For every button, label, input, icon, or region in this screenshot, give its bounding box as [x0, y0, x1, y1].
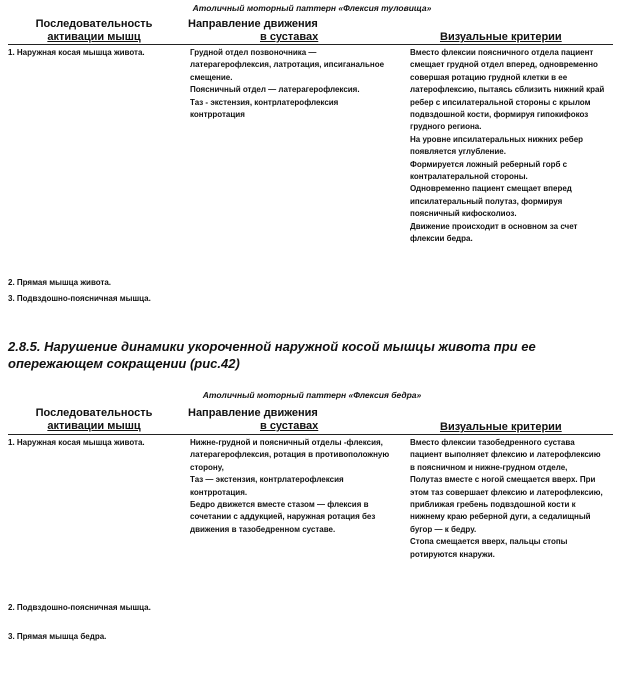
table2-criterion-2: Полутаз вместе с ногой смещается вверх. При этом таз совершает флексию и латерофлексию, приближая гребень подвздошной кости к нижнему краю реберной дуги, а седалищный бугор — к бедру.	[410, 475, 603, 534]
table1-header-rule	[8, 44, 613, 45]
table1-criterion-5: Движение происходит в основном за счет флексии бедра.	[410, 221, 578, 244]
table1-direction-2: Поясничный отдел — латерагерофлексия.	[190, 85, 360, 95]
table1-header-col2-line1: Направление движения	[188, 18, 318, 30]
table2-muscle-2: 2. Подвздошно-поясничная мышца.	[8, 603, 151, 612]
table2-caption: Атоличный моторный паттерн «Флексия бедра»	[202, 390, 422, 400]
table1-caption: Атоличный моторный паттерн «Флексия туловища»	[192, 3, 432, 13]
table1-criterion-3: Формируется ложный реберный горб с контралатеральной стороны.	[410, 159, 568, 182]
table1-header-col3: Визуальные критерии	[440, 31, 562, 43]
table2-header-col2-line2: в суставах	[260, 420, 319, 432]
table1-criterion-1: Вместо флексии поясничного отдела пациент смещает грудной отдел вперед, одновременно совершая ротацию грудной клетки в ее латерофлексию, пытаясь сблизить нижний край ребер с ипсилатеральной стороны с крылом подвздошной кости, формируя гипокифокоз грудного региона.	[410, 48, 605, 132]
table2-criterion-1: Вместо флексии тазобедренного сустава пациент выполняет флексию и латерофлексию в поясничном и нижне-грудном отделе,	[410, 438, 601, 472]
table1-header-col2-line2: в суставах	[260, 31, 319, 43]
table2-muscle-1: 1. Наружная косая мышца живота.	[8, 438, 145, 447]
table2-directions	[190, 437, 395, 536]
table2-header-col3: Визуальные критерии	[440, 421, 562, 433]
table2-header-col1-line1: Последовательность	[35, 407, 153, 419]
table2-header-col1-line2: активации мышц	[47, 420, 141, 432]
table2-header-col1	[24, 407, 164, 433]
table1-directions	[190, 47, 395, 121]
table1-muscle-3: 3. Подвздошно-поясничная мышца.	[8, 294, 151, 303]
table2-header-col2	[188, 407, 388, 433]
table1-criterion-2: На уровне ипсилатеральных нижних ребер появляется углубление.	[410, 134, 584, 157]
table1-header-col2	[188, 18, 388, 44]
table2-direction-1: Нижне-грудной и поясничный отделы -флексия, латерагерофлексия, ротация в противоположную сторону,	[190, 438, 390, 472]
table2-header-rule	[8, 434, 613, 435]
table1-header-col1-line2: активации мышц	[47, 31, 141, 43]
table1-direction-1: Грудной отдел позвоночника — латерагерофлексия, латротация, ипсиганальное смещение.	[190, 48, 385, 82]
table2-muscle-3: 3. Прямая мышца бедра.	[8, 632, 107, 641]
table2-criterion-3: Стопа смещается вверх, пальцы стопы ротируются кнаружи.	[410, 537, 568, 559]
table1-header-col1	[24, 18, 164, 44]
table2-header-col2-line1: Направление движения	[188, 407, 318, 419]
table2-direction-2: Таз — экстензия, контрлатерофлексия контрротация.	[190, 475, 344, 497]
table1-criterion-4: Одновременно пациент смещает вперед ипсилатеральный полутаз, формируя поясничный кифосколиоз.	[410, 184, 572, 219]
table2-criteria	[410, 437, 606, 561]
table1-muscle-1: 1. Наружная косая мышца живота.	[8, 48, 145, 57]
table2-direction-3: Бедро движется вместе стазом — флексия в сочетании с аддукцией, наружная ротация без движения в тазобедренном суставе.	[190, 500, 376, 534]
section-title: 2.8.5. Нарушение динамики укороченной наружной косой мышцы живота при ее опережающем сокращении (рис.42)	[8, 339, 536, 371]
table1-muscle-2: 2. Прямая мышца живота.	[8, 278, 112, 287]
table1-header-col1-line1: Последовательность	[35, 18, 153, 30]
table1-direction-3: Таз - экстензия, контрлатерофлексия контрротация	[190, 97, 339, 120]
table1-criteria	[410, 47, 606, 246]
